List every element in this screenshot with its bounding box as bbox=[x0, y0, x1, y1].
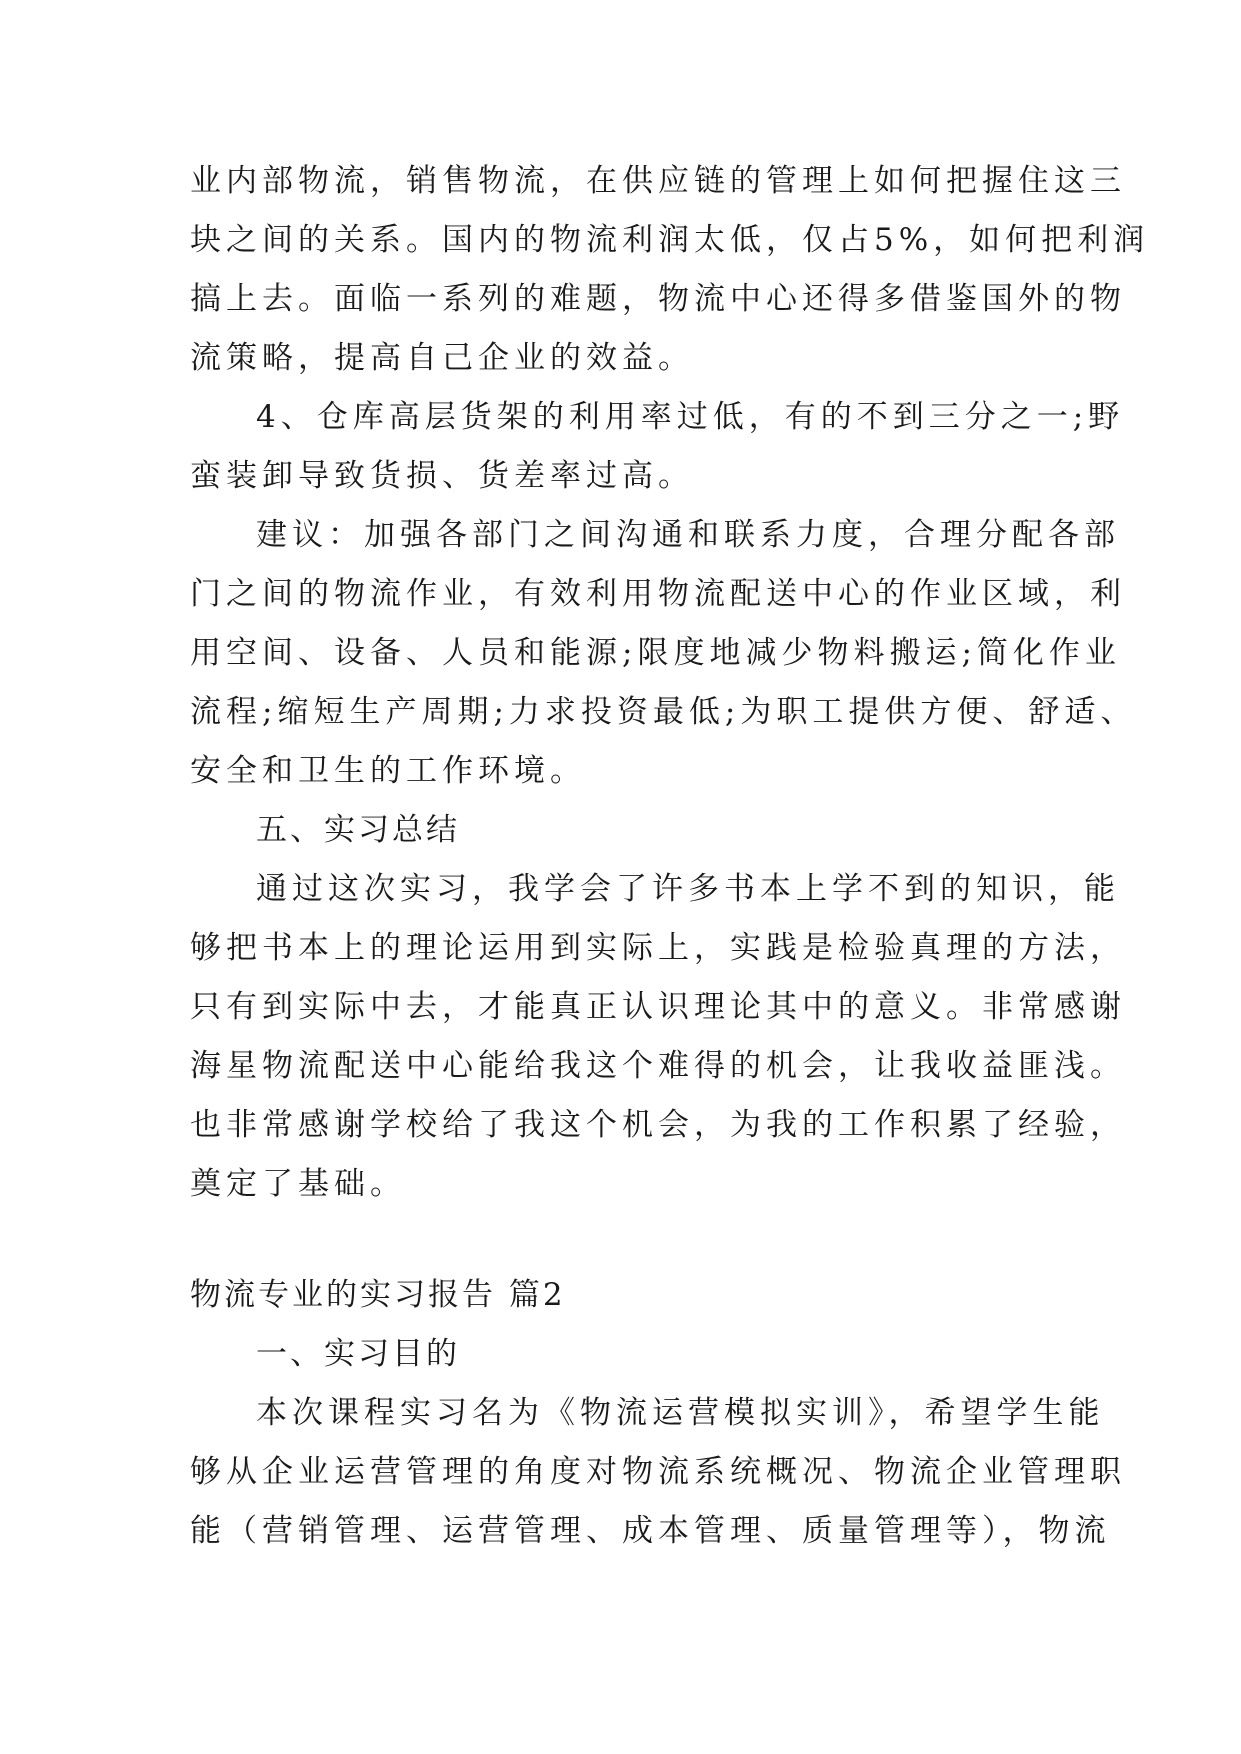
paragraph-summary bbox=[190, 860, 1126, 1214]
text-line: 也非常感谢学校给了我这个机会，为我的工作积累了经验， bbox=[190, 1107, 1126, 1143]
text-line: 蛮装卸导致货损、货差率过高。 bbox=[190, 458, 694, 494]
section-heading-purpose: 一、实习目的 bbox=[256, 1336, 460, 1372]
text-line: 门之间的物流作业，有效利用物流配送中心的作业区域，利 bbox=[190, 576, 1126, 612]
text-line: 建议：加强各部门之间沟通和联系力度，合理分配各部 bbox=[256, 517, 1120, 553]
text-line: 流程;缩短生产周期;力求投资最低;为职工提供方便、舒适、 bbox=[190, 694, 1137, 730]
text-line: 用空间、设备、人员和能源;限度地减少物料搬运;简化作业 bbox=[190, 635, 1121, 671]
paragraph-purpose bbox=[190, 1384, 1126, 1561]
document-body bbox=[190, 152, 1150, 1561]
text-line: 4、仓库高层货架的利用率过低，有的不到三分之一;野 bbox=[256, 399, 1125, 435]
article-title: 物流专业的实习报告 篇2 bbox=[190, 1277, 566, 1313]
section-spacer bbox=[190, 1214, 1080, 1266]
text-line: 够把书本上的理论运用到实际上，实践是检验真理的方法， bbox=[190, 930, 1126, 966]
text-line: 通过这次实习，我学会了许多书本上学不到的知识，能 bbox=[256, 871, 1120, 907]
text-line: 块之间的关系。国内的物流利润太低，仅占5%，如何把利润 bbox=[190, 222, 1150, 258]
text-line: 能（营销管理、运营管理、成本管理、质量管理等），物流 bbox=[190, 1513, 1111, 1549]
paragraph-suggestion bbox=[190, 506, 1137, 801]
text-line: 本次课程实习名为《物流运营模拟实训》，希望学生能 bbox=[256, 1395, 1105, 1431]
section-heading-summary: 五、实习总结 bbox=[256, 812, 460, 848]
text-line: 奠定了基础。 bbox=[190, 1166, 406, 1202]
text-line: 搞上去。面临一系列的难题，物流中心还得多借鉴国外的物 bbox=[190, 281, 1126, 317]
text-line: 够从企业运营管理的角度对物流系统概况、物流企业管理职 bbox=[190, 1454, 1126, 1490]
text-line: 流策略，提高自己企业的效益。 bbox=[190, 340, 694, 376]
text-line: 安全和卫生的工作环境。 bbox=[190, 753, 586, 789]
text-line: 海星物流配送中心能给我这个难得的机会，让我收益匪浅。 bbox=[190, 1048, 1126, 1084]
text-line: 业内部物流，销售物流，在供应链的管理上如何把握住这三 bbox=[190, 163, 1126, 199]
paragraph-point-4 bbox=[190, 388, 1125, 506]
text-line: 只有到实际中去，才能真正认识理论其中的意义。非常感谢 bbox=[190, 989, 1126, 1025]
paragraph-supply-chain bbox=[190, 152, 1150, 388]
